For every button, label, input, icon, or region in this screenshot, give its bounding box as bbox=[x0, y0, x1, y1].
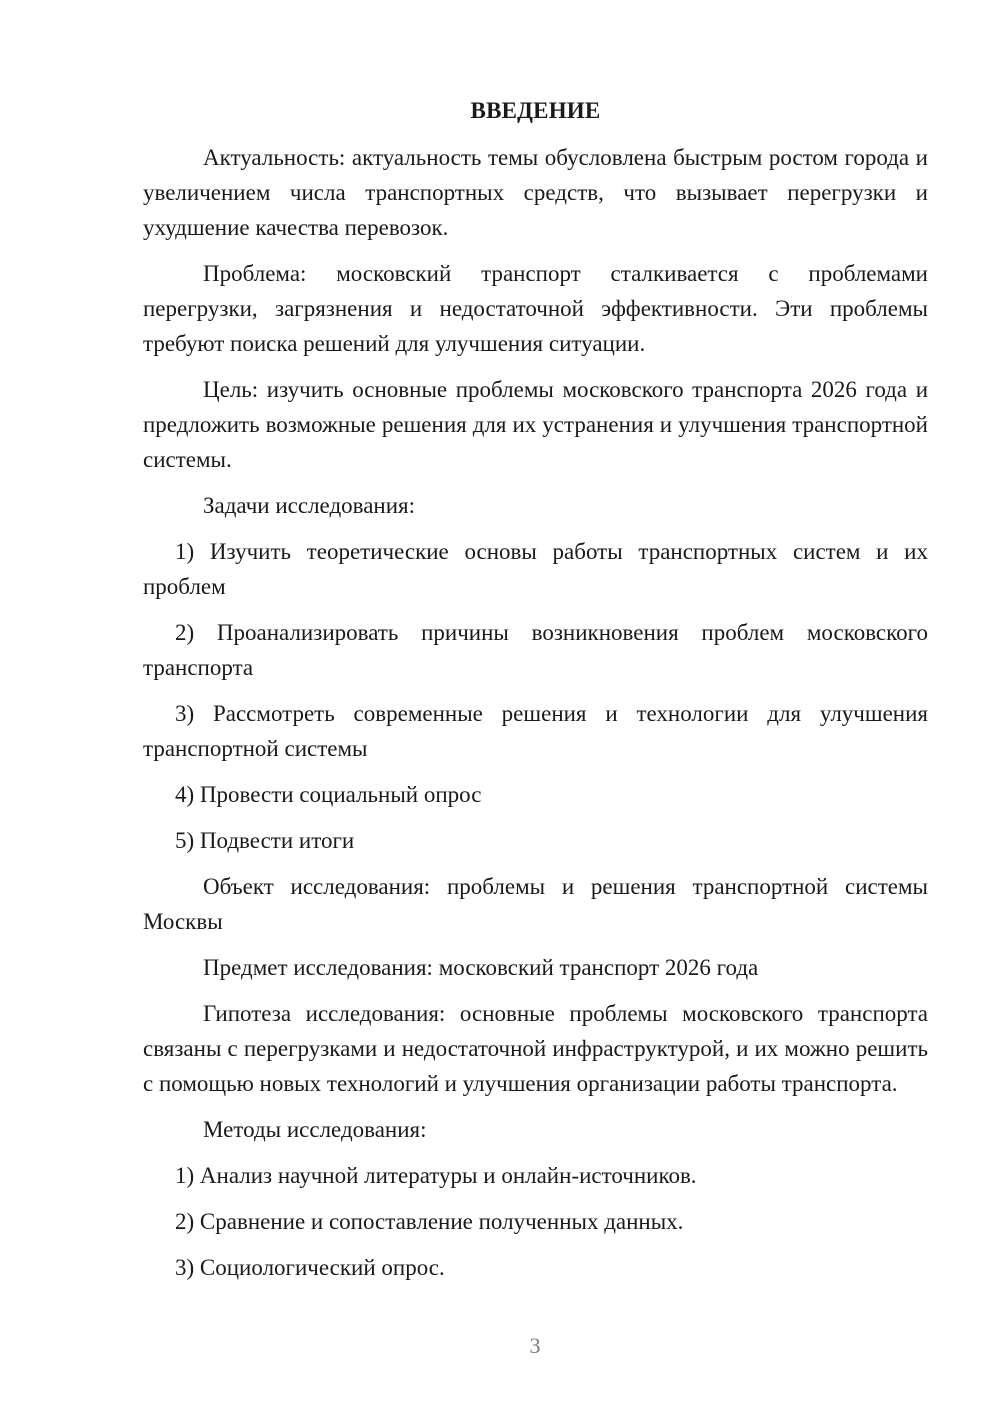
task-item: 1) Изучить теоретические основы работы транспортных систем и их проблем bbox=[143, 539, 928, 599]
section-title: ВВЕДЕНИЕ bbox=[470, 98, 601, 123]
method-item: 1) Анализ научной литературы и онлайн-источников. bbox=[175, 1163, 697, 1188]
page-number: 3 bbox=[529, 1333, 541, 1358]
tasks-heading: Задачи исследования: bbox=[203, 493, 416, 518]
goal-paragraph: Цель: изучить основные проблемы московского транспорта 2026 года и предложить возможные решения для их устранения и улучшения транспортной системы. bbox=[143, 377, 928, 472]
task-item: 2) Проанализировать причины возникновения проблем московского транспорта bbox=[143, 620, 928, 680]
subject-paragraph: Предмет исследования: московский транспорт 2026 года bbox=[203, 955, 759, 980]
method-item: 2) Сравнение и сопоставление полученных данных. bbox=[175, 1209, 684, 1234]
object-paragraph: Объект исследования: проблемы и решения транспортной системы Москвы bbox=[143, 874, 928, 934]
hypothesis-paragraph: Гипотеза исследования: основные проблемы московского транспорта связаны с перегрузками и недостаточной инфраструктурой, и их можно решить с помощью новых технологий и улучшения организации работы транспорта. bbox=[143, 1001, 928, 1096]
methods-heading: Методы исследования: bbox=[203, 1117, 427, 1142]
task-item: 3) Рассмотреть современные решения и технологии для улучшения транспортной системы bbox=[143, 701, 928, 761]
method-item: 3) Социологический опрос. bbox=[175, 1255, 445, 1280]
relevance-paragraph: Актуальность: актуальность темы обусловлена быстрым ростом города и увеличением числа транспортных средств, что вызывает перегрузки и ухудшение качества перевозок. bbox=[143, 145, 928, 240]
problem-paragraph: Проблема: московский транспорт сталкивается с проблемами перегрузки, загрязнения и недостаточной эффективности. Эти проблемы требуют поиска решений для улучшения ситуации. bbox=[143, 261, 928, 356]
document-body bbox=[143, 96, 928, 1296]
task-item: 4) Провести социальный опрос bbox=[175, 782, 482, 807]
task-item: 5) Подвести итоги bbox=[175, 828, 355, 853]
